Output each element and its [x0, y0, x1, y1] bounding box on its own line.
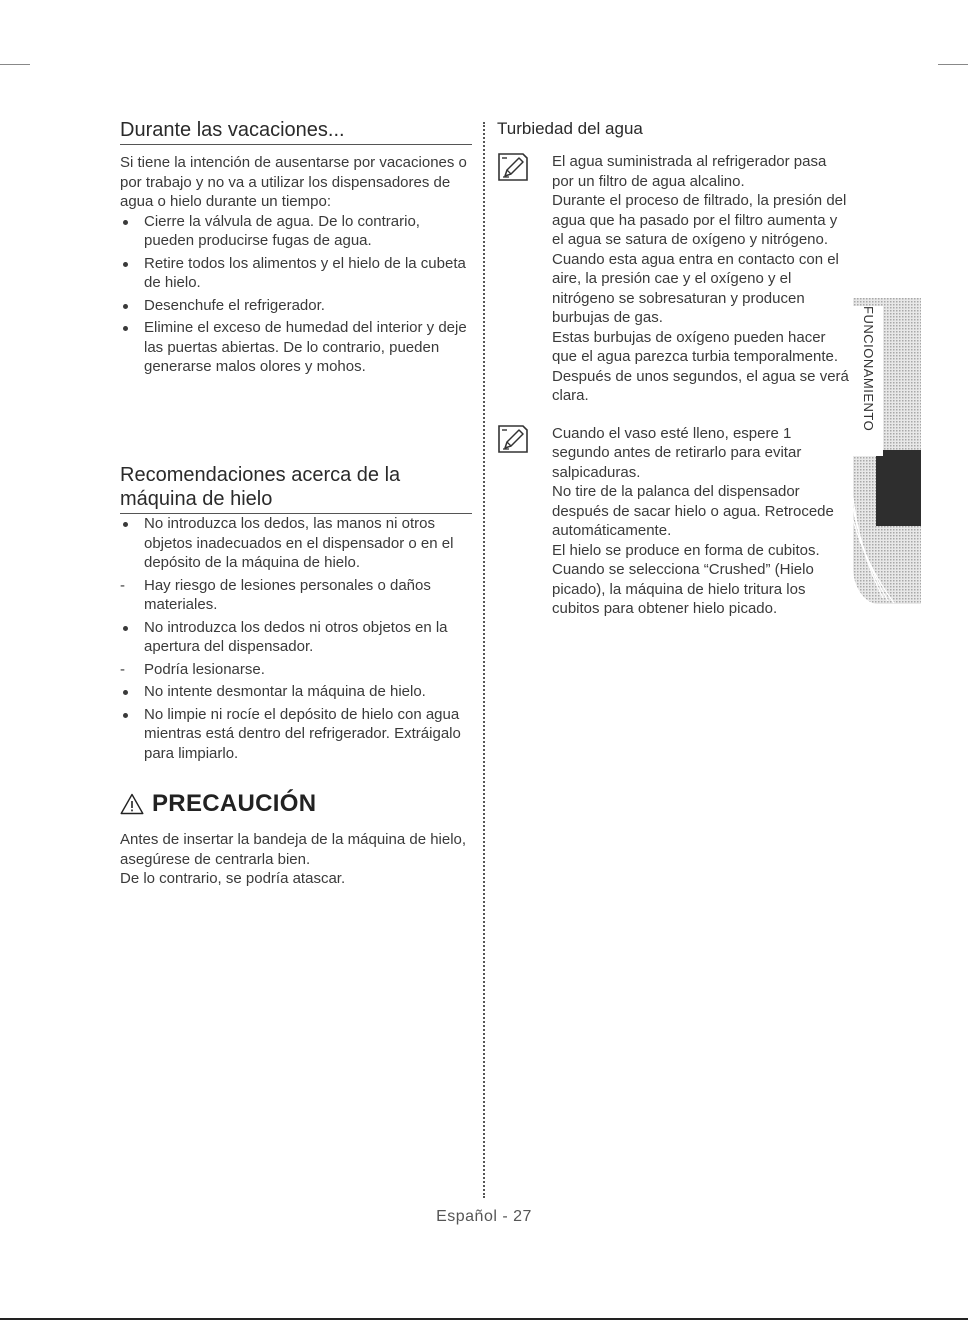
- precaucion-title-text: PRECAUCIÓN: [152, 790, 317, 817]
- vacaciones-heading: Durante las vacaciones...: [120, 118, 472, 145]
- recomendaciones-heading-line1: Recomendaciones acerca de la: [120, 464, 401, 486]
- precaucion-title: [120, 790, 472, 818]
- list-item-text: No intente desmontar la máquina de hielo.: [144, 683, 426, 700]
- note-paragraph: Después de unos segundos, el agua se verá clara.: [552, 367, 849, 404]
- turbiedad-heading: Turbiedad del agua: [497, 119, 643, 138]
- note-pencil-icon: [497, 152, 529, 182]
- turbiedad-notes: [497, 152, 849, 619]
- dash-marker: -: [120, 576, 125, 594]
- note-block: [497, 152, 849, 406]
- recomendaciones-list: [120, 514, 472, 763]
- dash-marker: -: [120, 660, 125, 678]
- vacaciones-section: [120, 118, 472, 377]
- list-item-text: No limpie ni rocíe el depósito de hielo con agua mientras está dentro del refrigerador. Extráigalo para limpiarlo.: [144, 705, 461, 762]
- list-item: [120, 618, 472, 657]
- note-paragraph: Durante el proceso de filtrado, la presión del agua que ha pasado por el filtro aumenta y el agua se satura de oxígeno y nitrógeno. Cuando esta agua entra en contacto con el aire, la presión cae y el oxígeno y el nitrógeno se sobresaturan y producen burbujas de gas.: [552, 192, 847, 326]
- list-item-text: No introduzca los dedos, las manos ni otros objetos inadecuados en el dispensador o en el depósito de la máquina de hielo.: [144, 515, 454, 571]
- left-column: [120, 118, 472, 887]
- list-item-text: Elimine el exceso de humedad del interior y deje las puertas abiertas. De lo contrario, pueden generarse malos olores y mohos.: [144, 319, 467, 375]
- note-paragraph: Cuando el vaso esté lleno, espere 1 segundo antes de retirarlo para evitar salpicaduras.: [552, 424, 802, 481]
- recomendaciones-heading-line2: máquina de hielo: [120, 488, 273, 510]
- page-footer: Español - 27: [436, 1208, 532, 1225]
- note-paragraph: El hielo se produce en forma de cubitos. Cuando se selecciona “Crushed” (Hielo picado), la máquina de hielo tritura los cubitos para obtener hielo picado.: [552, 541, 820, 617]
- list-item: [120, 660, 472, 680]
- note-body: [552, 424, 849, 619]
- list-item-text: Cierre la válvula de agua. De lo contrario, pueden producirse fugas de agua.: [144, 212, 420, 249]
- list-item: [120, 212, 472, 251]
- warning-triangle-icon: [120, 793, 144, 815]
- list-item: [120, 705, 472, 764]
- section-side-tab: [848, 298, 921, 604]
- precaucion-line: Antes de insertar la bandeja de la máquina de hielo, asegúrese de centrarla bien.: [120, 831, 467, 868]
- list-item: [120, 254, 472, 293]
- list-item: [120, 296, 472, 316]
- list-item: [120, 514, 472, 573]
- list-item: [120, 576, 472, 615]
- list-item-text: Desenchufe el refrigerador.: [144, 296, 325, 314]
- precaucion-line: De lo contrario, se podría atascar.: [120, 870, 346, 887]
- vacaciones-list: [120, 212, 472, 377]
- precaucion-section: [120, 790, 472, 889]
- note-paragraph: No tire de la palanca del dispensador después de sacar hielo o agua. Retrocede automáticamente.: [552, 483, 834, 539]
- note-body: [552, 152, 849, 406]
- note-pencil-icon: [497, 424, 529, 454]
- column-divider: [483, 122, 485, 1198]
- precaucion-body: [120, 830, 472, 889]
- note-block: [497, 424, 849, 619]
- list-item-text: Retire todos los alimentos y el hielo de la cubeta de hielo.: [144, 254, 466, 291]
- list-item: [120, 682, 472, 702]
- recomendaciones-section: [120, 463, 472, 766]
- list-item-text: Podría lesionarse.: [144, 660, 265, 678]
- note-paragraph: Estas burbujas de oxígeno pueden hacer que el agua parezca turbia temporalmente.: [552, 328, 839, 365]
- recomendaciones-heading: [120, 463, 472, 514]
- list-item: [120, 318, 472, 377]
- side-tab-label: FUNCIONAMIENTO: [853, 306, 883, 456]
- note-paragraph: El agua suministrada al refrigerador pasa por un filtro de agua alcalino.: [552, 153, 827, 190]
- crop-mark-left: [0, 64, 30, 65]
- list-item-text: Hay riesgo de lesiones personales o daños materiales.: [144, 576, 431, 613]
- vacaciones-intro: Si tiene la intención de ausentarse por vacaciones o por trabajo y no va a utilizar los dispensadores de agua o hielo durante un tiempo:: [120, 154, 467, 210]
- right-column: [497, 118, 849, 637]
- list-item-text: No introduzca los dedos ni otros objetos en la apertura del dispensador.: [144, 618, 448, 655]
- crop-mark-right: [938, 64, 968, 65]
